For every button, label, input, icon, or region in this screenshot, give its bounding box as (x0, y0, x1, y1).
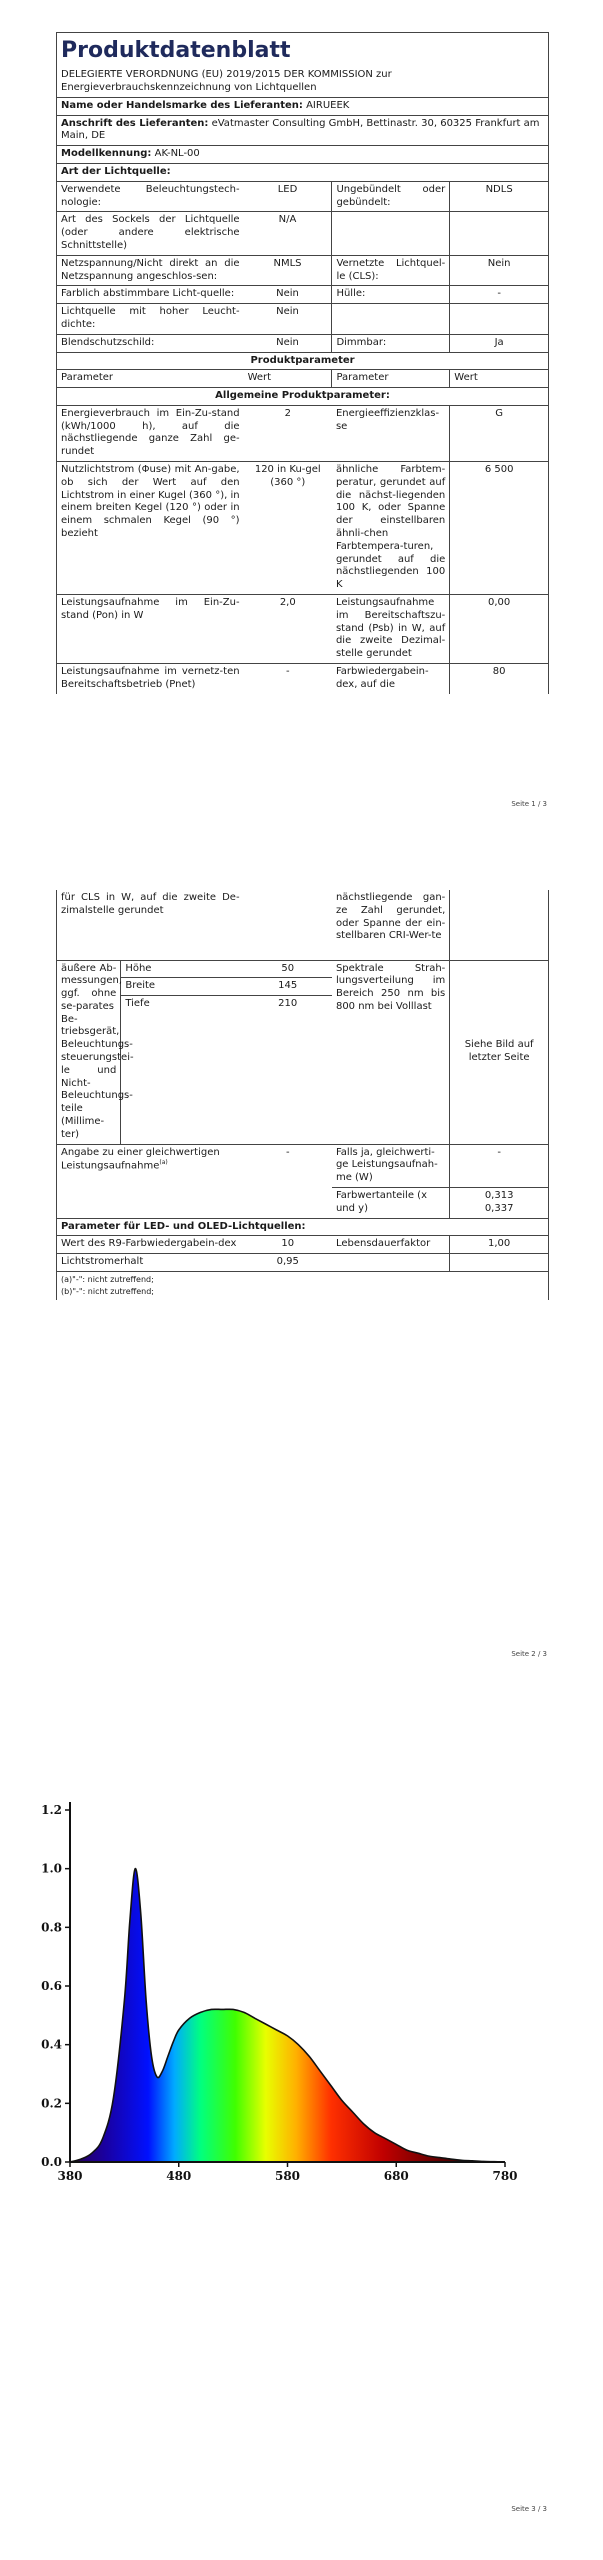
param-value: 2,0 (244, 595, 332, 664)
dimension-key: Höhe (121, 961, 243, 978)
x-tick-label: 580 (274, 2169, 301, 2183)
maintenance-label: Lichtstromerhalt (57, 1254, 244, 1272)
page-number-3: Seite 3 / 3 (511, 2505, 547, 2513)
dimension-value: 210 (278, 998, 298, 1010)
type-row-label-2: Hülle: (332, 286, 450, 304)
type-row-label: Lichtquelle mit hoher Leucht-dichte: (57, 304, 244, 335)
type-row-label: Farblich abstimmbare Licht-quelle: (57, 286, 244, 304)
page-2 (0, 880, 603, 1700)
maintenance-value: 0,95 (244, 1254, 332, 1272)
params-header-table (57, 353, 548, 406)
equiv-label: Angabe zu einer gleichwertigen Leistungsaufnahme (61, 1146, 220, 1172)
equiv-sup: (a) (159, 1159, 168, 1167)
y-tick-label: 0.4 (41, 2037, 62, 2052)
param-value-2: 6 500 (450, 462, 548, 595)
dimension-value: 50 (243, 961, 331, 978)
type-row (57, 212, 548, 255)
y-tick-label: 1.0 (41, 1861, 62, 1876)
cv-x: 0,313 (484, 1190, 514, 1202)
type-row (57, 255, 548, 286)
type-row-label-2: Ungebündelt oder gebündelt: (332, 182, 450, 212)
y-tick-label: 0.2 (41, 2096, 62, 2111)
params-table (57, 406, 548, 694)
dimensions-cell (121, 960, 332, 1144)
type-row-value: NMLS (244, 255, 332, 286)
type-row-value-2: - (450, 286, 548, 304)
type-heading (57, 164, 548, 182)
empty-cell-2 (450, 1254, 548, 1272)
cv-label: Farbwertanteile (x und y) (332, 1188, 450, 1219)
type-row-label: Blendschutzschild: (57, 334, 244, 352)
y-tick-label: 0.6 (41, 1979, 62, 1993)
type-row-value-2 (450, 212, 548, 255)
footnote-a: (a)"-": nicht zutreffend; (61, 1275, 154, 1285)
r9-value: 10 (244, 1236, 332, 1254)
param-label: Leistungsaufnahme im vernetz-ten Bereitschaftsbetrieb (Pnet) (61, 666, 240, 690)
type-row-value: N/A (244, 212, 332, 255)
footnotes (57, 1272, 548, 1300)
y-tick-label: 0.0 (41, 2155, 62, 2169)
dimensions-table (121, 961, 332, 1013)
dimension-row (121, 978, 332, 996)
type-row (57, 304, 548, 335)
type-row (57, 182, 548, 212)
model-value: AK-NL-00 (154, 148, 200, 160)
param-value-2: 0,00 (450, 595, 548, 664)
param-row (57, 462, 548, 595)
equiv-value: - (244, 1144, 332, 1218)
address-row (57, 116, 548, 147)
x-tick-label: 680 (383, 2169, 409, 2183)
dimension-value: 145 (243, 978, 331, 996)
col-header-param: Parameter (57, 370, 244, 388)
param-label: Leistungsaufnahme im Ein-Zu-stand (Pon) in W (57, 595, 244, 664)
spectral-value: Siehe Bild auf letzter Seite (450, 960, 548, 1144)
param-label-2: Farbwiedergabein-dex, auf die (335, 666, 429, 690)
continued-table (57, 890, 548, 1272)
model-label: Modellkennung: (61, 148, 152, 160)
param-row (57, 664, 548, 694)
footnote-b: (b)"-": nicht zutreffend; (61, 1287, 154, 1297)
type-row (57, 286, 548, 304)
param-label: Nutzlichtstrom (Φuse) mit An-gabe, ob sich der Wert auf den Lichtstrom in einer Kugel (360 °), in einem breiten Kegel (120 °) oder in einem schmalen Kegel (90 °) bezieht (57, 462, 244, 595)
address-value: eVatmaster Consulting GmbH, Bettinastr. 30, 60325 Frankfurt am Main, DE (61, 117, 540, 142)
col-header-param-2: Parameter (332, 370, 450, 388)
type-heading-text: Art der Lichtquelle: (61, 165, 171, 177)
type-row-label: Netzspannung/Nicht direkt an die Netzspannung angeschlos-sen: (57, 255, 244, 286)
type-row-value: LED (244, 182, 332, 212)
param-row (57, 595, 548, 664)
type-row-label-2 (332, 212, 450, 255)
type-row-value: Nein (244, 286, 332, 304)
led-params-heading: Parameter für LED- und OLED-Lichtquellen: (57, 1218, 548, 1236)
empty-cell (332, 1254, 450, 1272)
type-row (57, 334, 548, 352)
dimension-row (121, 996, 332, 1013)
spectrum-chart (30, 1780, 530, 2200)
param-value-2: G (450, 406, 548, 462)
type-table (57, 182, 548, 353)
page-title: Produktdatenblatt (57, 32, 548, 67)
dimension-key: Tiefe (125, 998, 150, 1010)
param-label-2: Energieeffizienzklas-se (332, 406, 450, 462)
x-tick-label: 480 (166, 2169, 192, 2183)
page-3 (0, 1760, 603, 2560)
cont-right-value (450, 890, 548, 960)
spectrum-area (70, 1869, 505, 2162)
type-row-value: Nein (244, 334, 332, 352)
model-row (57, 146, 548, 164)
address-label: Anschrift des Lieferanten: (61, 117, 209, 129)
r9-label: Wert des R9-Farbwiedergabein-dex (57, 1236, 244, 1254)
type-row-label-2: Dimmbar: (332, 334, 450, 352)
cv-y: 0,337 (484, 1202, 514, 1214)
supplier-label: Name oder Handelsmarke des Lieferanten: (61, 99, 303, 111)
type-row-label: Verwendete Beleuchtungstech-nologie: (57, 182, 244, 212)
type-row-label-2: Vernetzte Lichtquel-le (CLS): (332, 255, 450, 286)
param-label-2: ähnliche Farbtem-peratur, gerundet auf die nächst-liegenden 100 K, oder Spanne der einstellbaren ähnli-chen Farbtempera-turen, gerundet auf die nächstliegenden 100 K (332, 462, 450, 595)
cont-right-text: nächstliegende gan-ze Zahl gerundet, oder Spanne der ein-stellbaren CRI-Wer-te (332, 890, 450, 960)
equiv-right-value: - (450, 1144, 548, 1187)
dimension-row (121, 961, 332, 978)
type-row-value: Nein (244, 304, 332, 335)
type-row-label: Art des Sockels der Lichtquelle (oder andere elektrische Schnittstelle) (57, 212, 244, 255)
dimensions-label: äußere Ab-messungen, ggf. ohne se-parates Be-triebsgerät, Beleuchtungs-steuerungstei-le und Nicht-Beleuchtungs-teile (Millime-ter) (57, 960, 121, 1144)
spectral-label: Spektrale Strah-lungsverteilung im Bereich 250 nm bis 800 nm bei Volllast (332, 960, 450, 1144)
page-1 (0, 0, 603, 820)
x-tick-label: 380 (57, 2169, 83, 2183)
equiv-label-cell (57, 1144, 244, 1218)
y-tick-label: 0.8 (41, 1920, 62, 1935)
life-factor-value: 1,00 (450, 1236, 548, 1254)
type-row-value-2: NDLS (450, 182, 548, 212)
dimension-key: Breite (121, 978, 243, 996)
y-tick-label: 1.2 (41, 1803, 62, 1817)
type-row-value-2: Nein (450, 255, 548, 286)
param-value: 120 in Ku-gel (360 °) (244, 462, 332, 595)
life-factor-label: Lebensdauerfaktor (332, 1236, 450, 1254)
param-value: 2 (244, 406, 332, 462)
param-label: Energieverbrauch im Ein-Zu-stand (kWh/1000 h), auf die nächstliegende ganze Zahl ge-rundet (57, 406, 244, 462)
col-header-value-2: Wert (450, 370, 548, 388)
type-row-value-2: Ja (450, 334, 548, 352)
param-value-2: 80 (450, 664, 548, 694)
cont-left-text: für CLS in W, auf die zweite De-zimalstelle gerundet (57, 890, 244, 960)
param-row (57, 406, 548, 462)
regulation-text: DELEGIERTE VERORDNUNG (EU) 2019/2015 DER KOMMISSION zur Energieverbrauchskennzeichnung von Lichtquellen (57, 67, 548, 98)
params-heading: Produktparameter (57, 353, 548, 370)
datasheet-frame (56, 32, 549, 694)
type-row-label-2 (332, 304, 450, 335)
cv-values (450, 1188, 548, 1219)
supplier-row (57, 98, 548, 116)
type-row-value-2 (450, 304, 548, 335)
page-number-1: Seite 1 / 3 (511, 800, 547, 808)
page-number-2: Seite 2 / 3 (511, 1650, 547, 1658)
datasheet-frame-cont (56, 890, 549, 1300)
equiv-right-label: Falls ja, gleichwerti-ge Leistungsaufnah-me (W) (332, 1144, 450, 1187)
param-value: - (285, 666, 290, 678)
general-params-heading: Allgemeine Produktparameter: (57, 388, 548, 406)
supplier-value: AIRUEEK (306, 99, 350, 111)
spectrum-chart-svg (30, 1780, 530, 2200)
cont-left-value (244, 890, 332, 960)
param-label-2: Leistungsaufnahme im Bereitschaftszu-stand (Psb) in W, auf die zweite Dezimal-stelle gerundet (332, 595, 450, 664)
col-header-value: Wert (244, 370, 332, 388)
x-tick-label: 780 (492, 2169, 518, 2183)
